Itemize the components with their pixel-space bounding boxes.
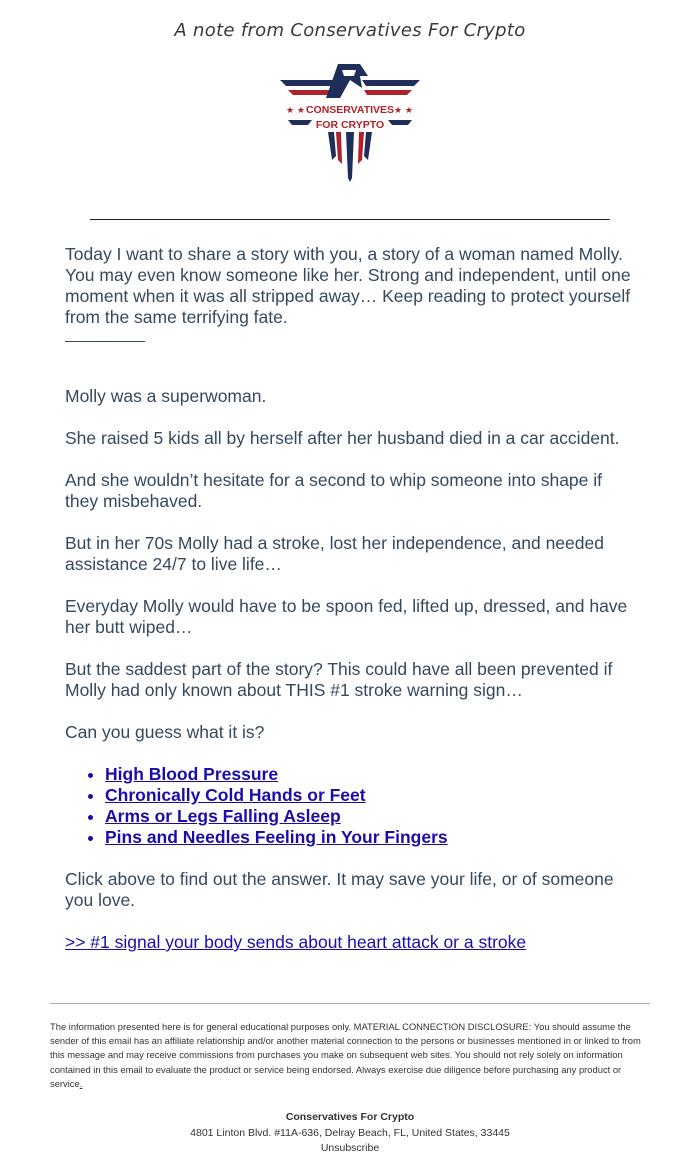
option-item <box>105 827 635 848</box>
story-paragraph-5: Everyday Molly would have to be spoon fed, lifted up, dressed, and have her butt wiped… <box>65 596 628 637</box>
story-paragraph-3: And she wouldn’t hesitate for a second to whip someone into shape if they misbehaved. <box>65 470 603 511</box>
option-item <box>105 806 635 827</box>
svg-text:★ ★: ★ ★ <box>394 106 413 116</box>
story-question: Can you guess what it is? <box>65 722 265 742</box>
email-body <box>65 244 635 974</box>
footer-divider <box>50 1003 650 1004</box>
warning-sign-options <box>65 764 635 848</box>
option-item <box>105 785 635 806</box>
option-item <box>105 764 635 785</box>
footer-org-name: Conservatives For Crypto <box>285 1111 415 1123</box>
header-title: A note from Conservatives For Crypto <box>174 20 526 41</box>
svg-text:★ ★: ★ ★ <box>286 106 305 116</box>
header-divider <box>90 219 610 220</box>
footer-address: 4801 Linton Blvd. #11A-636, Delray Beach, FL, United States, 33445 <box>190 1126 510 1139</box>
option-link-pins-needles[interactable]: Pins and Needles Feeling in Your Fingers <box>105 827 448 847</box>
story-paragraph-2: She raised 5 kids all by herself after her husband died in a car accident. <box>65 428 620 448</box>
svg-text:FOR CRYPTO: FOR CRYPTO <box>315 119 385 131</box>
brand-logo <box>278 60 422 182</box>
svg-text:CONSERVATIVES: CONSERVATIVES <box>305 104 395 116</box>
disclaimer-text: The information presented here is for general educational purposes only. MATERIAL CONNECTION DISCLOSURE: You should assume the sender of this email has an affiliate relationship and/or another material connection to the persons or businesses mentioned in or linked to from this message and may receive commissions from purchases you make on subsequent web sites. You should not rely solely on information contained in this email to evaluate the product or service being endorsed. Always exercise due diligence before purchasing any product or service. <box>50 1021 641 1089</box>
story-paragraph-6: But the saddest part of the story? This could have all been prevented if Molly had only known about THIS #1 stroke warning sign… <box>65 659 613 700</box>
intro-paragraph: Today I want to share a story with you, a story of a woman named Molly. You may even know someone like her. Strong and independent, until one moment when it was all stripped away… Keep reading to protect yourself from the same terrifying fate. <box>65 244 631 327</box>
option-link-limbs-asleep[interactable]: Arms or Legs Falling Asleep <box>105 806 341 826</box>
disclaimer-body: The information presented here is for general educational purposes only. MATERIAL CONNECTION DISCLOSURE: You should assume the sender of this email has an affiliate relationship and/or another material connection to the persons or businesses mentioned in or linked to from this message and may receive commissions from purchases you make on subsequent web sites. You should not rely solely on information contained in this email to evaluate the product or service being endorsed. Always exercise due diligence before purchasing any product or service <box>50 1021 641 1089</box>
closing-paragraph: Click above to find out the answer. It may save your life, or of someone you love. <box>65 869 614 910</box>
option-link-cold-hands-feet[interactable]: Chronically Cold Hands or Feet <box>105 785 366 805</box>
story-paragraph-4: But in her 70s Molly had a stroke, lost her independence, and needed assistance 24/7 to live life… <box>65 533 604 574</box>
story-paragraph-1: Molly was a superwoman. <box>65 386 267 406</box>
cta-link[interactable]: >> #1 signal your body sends about heart attack or a stroke <box>65 932 527 952</box>
option-link-high-blood-pressure[interactable]: High Blood Pressure <box>105 764 279 784</box>
unsubscribe-link[interactable]: Unsubscribe <box>320 1142 380 1154</box>
footer-info <box>0 1110 700 1157</box>
